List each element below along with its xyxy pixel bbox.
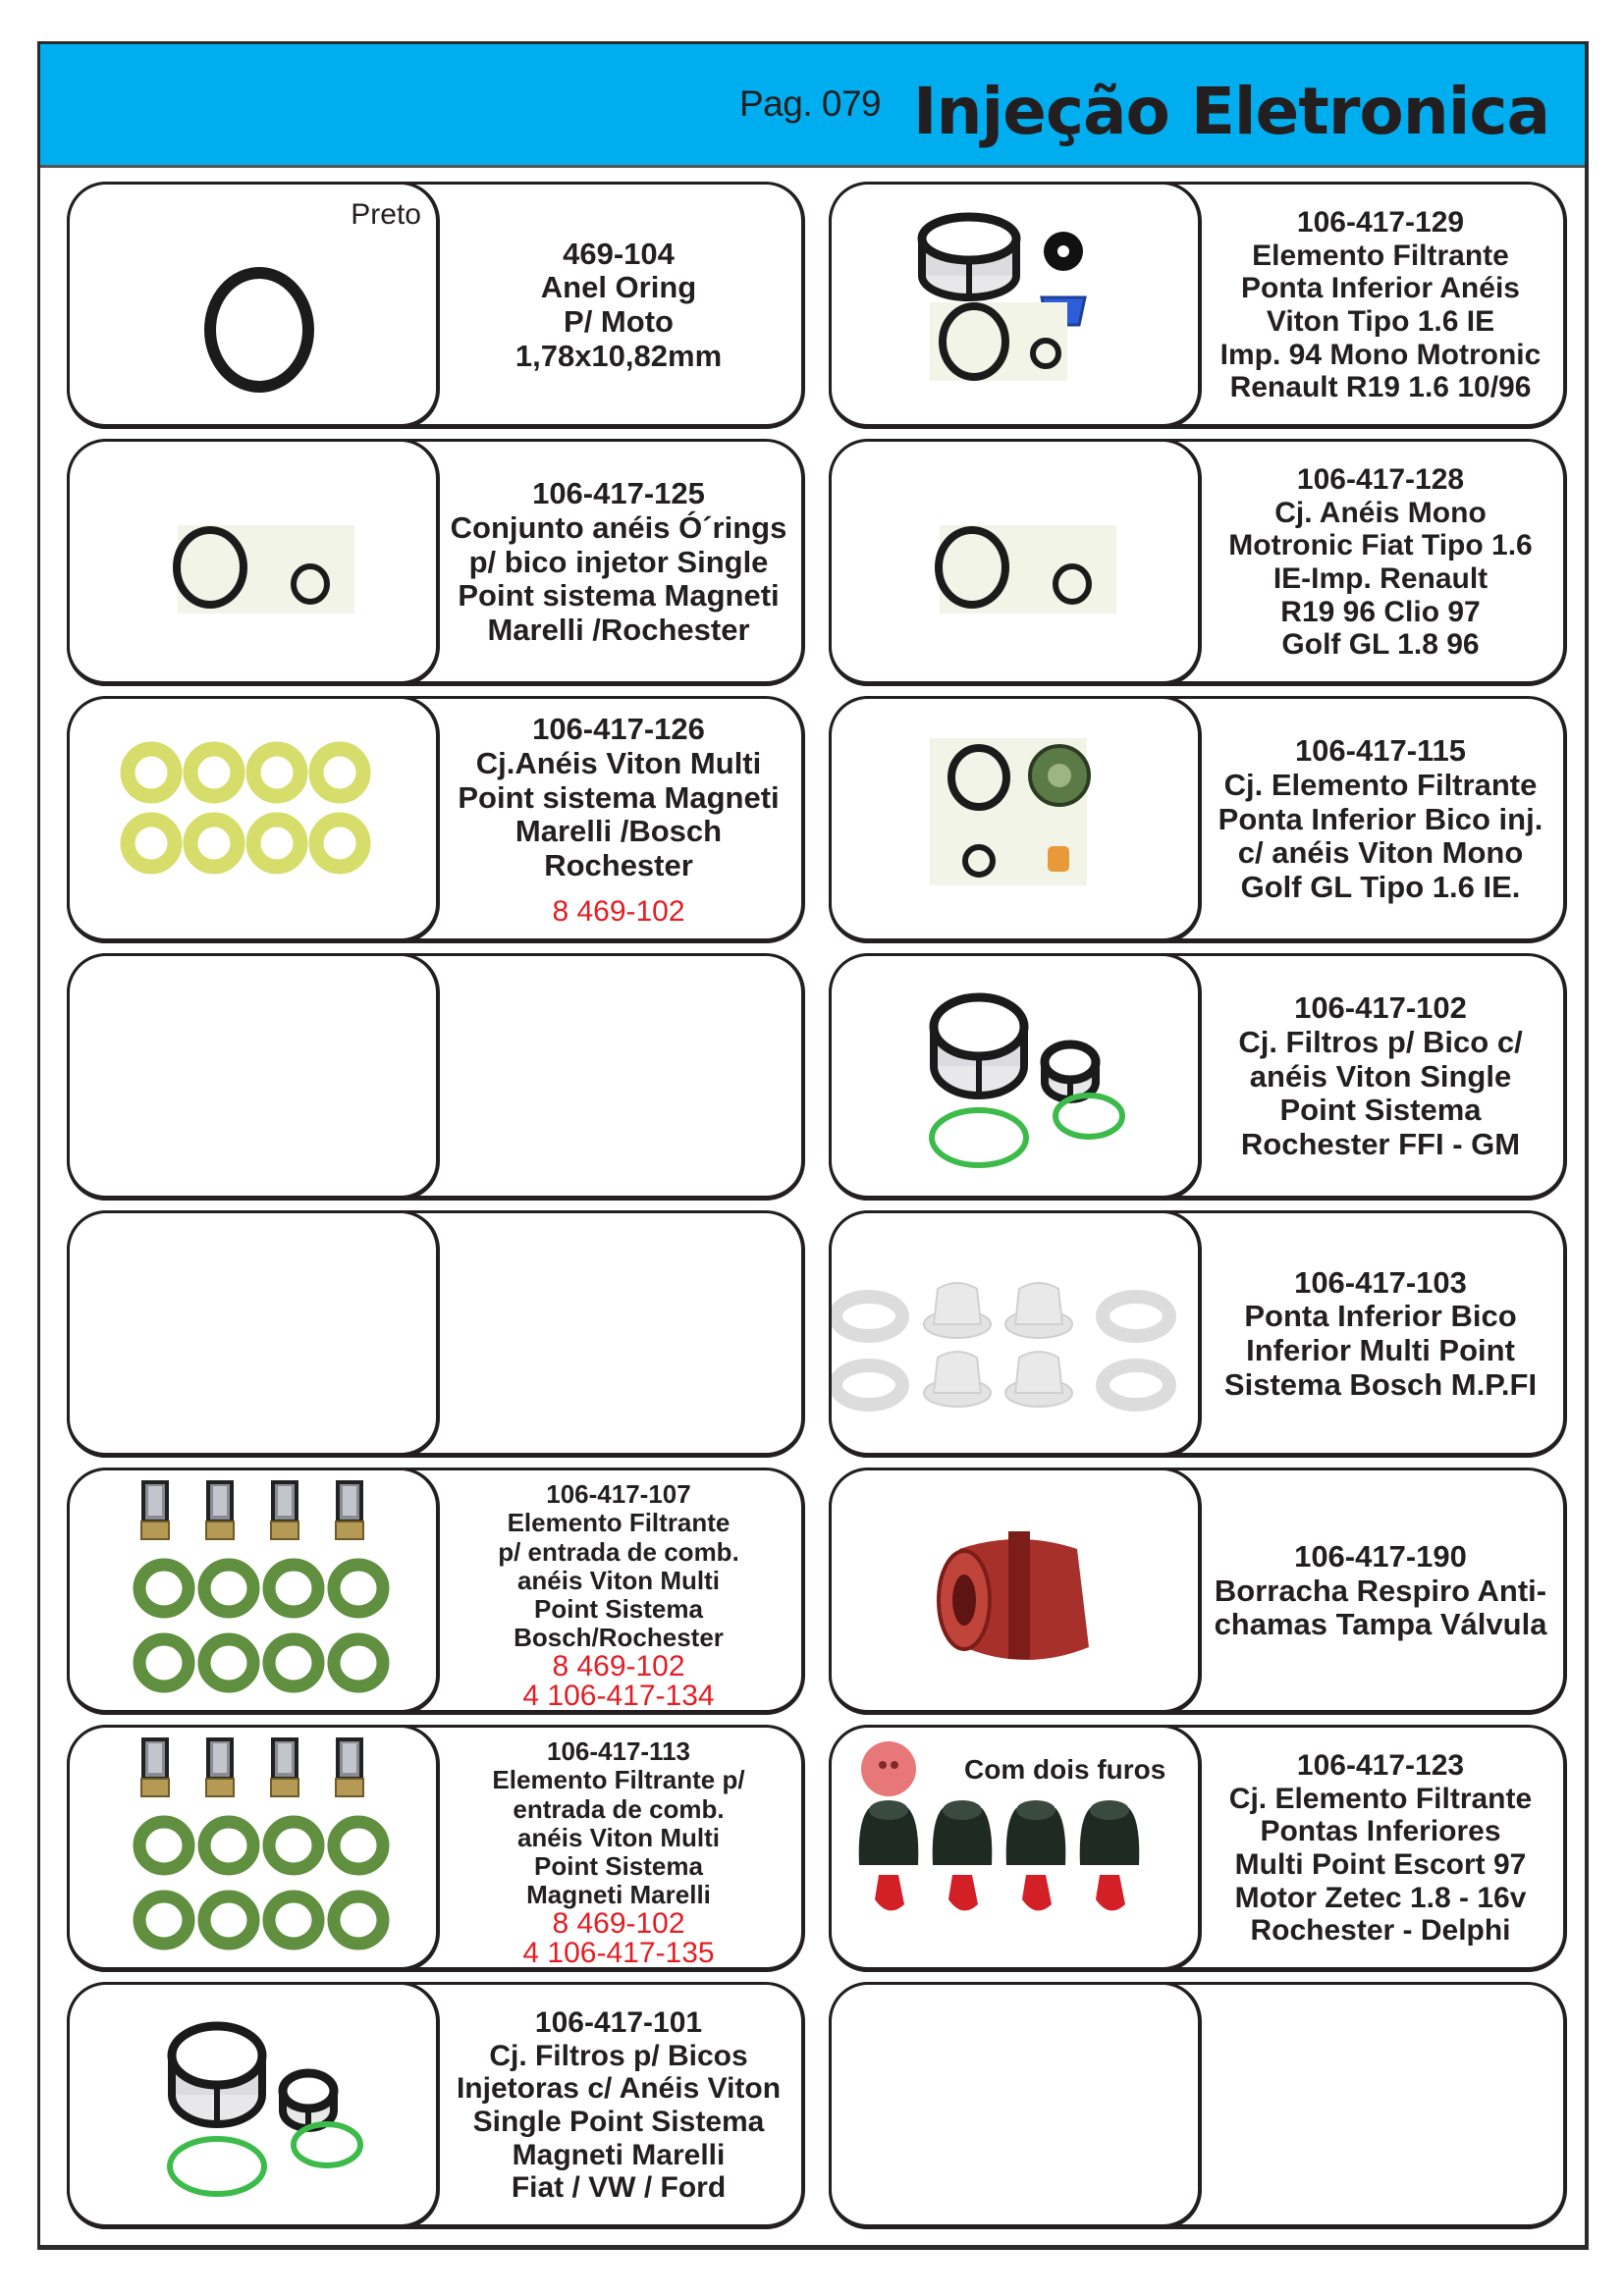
product-code: 106-417-103	[1294, 1264, 1467, 1300]
product-description-line: Motronic Fiat Tipo 1.6	[1228, 529, 1533, 562]
product-description-line: c/ anéis Viton Mono	[1237, 835, 1524, 871]
product-description	[438, 696, 799, 943]
product-card	[67, 1468, 805, 1715]
red-pintle-cap	[1022, 1875, 1052, 1910]
product-card	[829, 439, 1567, 686]
green-viton-ring	[204, 1822, 253, 1869]
product-code: 106-417-115	[1294, 733, 1467, 769]
product-description-line: Rochester FFI - GM	[1240, 1127, 1521, 1162]
related-part-reference: 8 469-102	[552, 1650, 685, 1682]
small-filter-basket	[1045, 1044, 1096, 1099]
product-description-line: Cj. Filtros p/ Bico c/	[1238, 1024, 1523, 1059]
product-description-line: Golf GL 1.8 96	[1281, 628, 1480, 662]
product-illustration	[832, 699, 1201, 940]
product-illustration	[832, 1470, 1201, 1712]
product-description-line: P/ Moto	[564, 304, 674, 339]
product-description	[438, 182, 799, 429]
product-illustration	[70, 1213, 439, 1455]
product-image	[829, 182, 1202, 429]
product-description-line: Anel Oring	[540, 270, 697, 305]
product-description-line: anéis Viton Multi	[516, 1565, 721, 1595]
large-green-o-ring	[170, 2139, 264, 2194]
product-image	[67, 696, 440, 943]
green-viton-ring	[139, 1639, 189, 1686]
color-note: Preto	[351, 198, 421, 231]
black-o-ring	[210, 273, 308, 387]
product-description-line: IE-Imp. Renault	[1272, 562, 1489, 595]
product-description-line: Ponta Inferior Bico inj.	[1218, 801, 1543, 836]
yellow-viton-ring	[253, 820, 300, 867]
product-code: 106-417-102	[1294, 990, 1467, 1026]
empty-product-card	[829, 1982, 1567, 2229]
product-image	[67, 182, 440, 429]
product-illustration	[70, 1470, 439, 1712]
product-description-line: Cj.Anéis Viton Multi	[475, 745, 762, 780]
product-description-line: Cj. Anéis Mono	[1274, 496, 1487, 529]
product-illustration	[832, 442, 1201, 683]
inlet-filter	[336, 1739, 363, 1796]
product-description	[438, 1210, 799, 1458]
product-description-line: Cj. Elemento Filtrante	[1228, 1782, 1533, 1815]
product-illustration	[832, 1985, 1201, 2226]
small-filter-basket	[283, 2073, 334, 2128]
product-description-line: Elemento Filtrante	[507, 1508, 731, 1538]
yellow-viton-ring	[253, 749, 300, 796]
product-description	[1200, 953, 1561, 1201]
red-pintle-cap	[875, 1875, 904, 1910]
product-description-line: Magneti Marelli	[512, 2138, 726, 2171]
product-image	[67, 1210, 440, 1458]
product-card	[829, 1210, 1567, 1458]
product-description-line: Borracha Respiro Anti-	[1214, 1573, 1547, 1608]
product-description-line: Sistema Bosch M.P.FI	[1223, 1366, 1538, 1402]
green-viton-ring	[269, 1565, 318, 1612]
product-image	[829, 1210, 1202, 1458]
product-image	[829, 439, 1202, 686]
related-part-reference: 4 106-417-135	[522, 1937, 715, 1969]
product-description-line: Elemento Filtrante	[1252, 239, 1509, 272]
yellow-viton-ring	[128, 749, 175, 796]
filter-basket	[922, 217, 1016, 297]
product-card	[67, 182, 805, 429]
large-green-o-ring	[932, 1110, 1026, 1165]
product-description	[438, 1468, 799, 1715]
product-card	[67, 439, 805, 686]
product-description-line: chamas Tampa Válvula	[1214, 1607, 1547, 1642]
orange-pintle-cap	[1048, 846, 1069, 872]
related-part-reference: 8 469-102	[552, 1907, 685, 1940]
small-green-o-ring	[294, 2124, 360, 2165]
product-image	[829, 1468, 1202, 1715]
product-description-line: Rochester	[544, 848, 693, 883]
green-viton-ring	[139, 1565, 189, 1612]
product-description-line: Imp. 94 Mono Motronic	[1219, 338, 1542, 371]
product-card	[829, 953, 1567, 1201]
product-description-line: Conjunto anéis Ó´rings	[450, 509, 787, 545]
product-description-line: Magneti Marelli	[526, 1879, 711, 1909]
green-viton-ring	[204, 1896, 253, 1944]
product-card	[829, 182, 1567, 429]
product-description-line: Point sistema Magneti	[458, 578, 780, 614]
large-filter-basket	[172, 2026, 262, 2124]
image-note: Com dois furos	[964, 1754, 1166, 1785]
product-card	[67, 1982, 805, 2229]
product-description-line: Multi Point Escort 97	[1234, 1848, 1527, 1881]
green-viton-ring	[139, 1896, 189, 1944]
large-filter-basket	[934, 997, 1024, 1095]
product-description-line: Bosch/Rochester	[514, 1622, 724, 1652]
yellow-viton-ring	[316, 749, 363, 796]
product-description	[1200, 182, 1561, 429]
product-card	[67, 696, 805, 943]
product-image	[829, 1725, 1202, 1972]
product-description	[1200, 1982, 1561, 2229]
page-header	[40, 44, 1585, 168]
product-description-line: Renault R19 1.6 10/96	[1229, 371, 1532, 404]
green-viton-ring	[269, 1639, 318, 1686]
product-description-line: Pontas Inferiores	[1260, 1815, 1501, 1848]
product-description	[1200, 1210, 1561, 1458]
product-illustration	[832, 956, 1201, 1198]
product-image	[829, 696, 1202, 943]
related-part-reference: 8 469-102	[552, 894, 685, 928]
product-code: 106-417-125	[532, 476, 705, 511]
product-description-line: p/ bico injetor Single	[468, 544, 769, 579]
inlet-filter	[336, 1482, 363, 1539]
product-code: 106-417-190	[1294, 1538, 1467, 1574]
product-image	[829, 953, 1202, 1201]
product-code: 106-417-126	[532, 712, 705, 747]
product-image	[829, 1982, 1202, 2229]
green-viton-ring	[204, 1639, 253, 1686]
product-description-line: Rochester - Delphi	[1250, 1914, 1511, 1948]
product-description-line: Marelli /Rochester	[487, 613, 750, 648]
product-code: 106-417-101	[534, 2006, 703, 2040]
product-image	[67, 1982, 440, 2229]
product-description-line: Cj. Filtros p/ Bicos	[489, 2039, 748, 2072]
page-number: Pag. 079	[739, 83, 882, 124]
product-description-line: Golf GL Tipo 1.6 IE.	[1240, 870, 1521, 905]
white-washer	[836, 1365, 902, 1405]
green-viton-ring	[139, 1822, 189, 1869]
yellow-viton-ring	[128, 820, 175, 867]
product-description-line: Point Sistema	[1279, 1093, 1482, 1128]
product-illustration	[832, 1728, 1201, 1969]
yellow-viton-ring	[190, 820, 238, 867]
product-illustration	[70, 1728, 439, 1969]
inlet-filter	[206, 1482, 234, 1539]
inlet-filter	[141, 1482, 169, 1539]
product-illustration	[70, 699, 439, 940]
product-code: 106-417-129	[1296, 206, 1465, 240]
product-card	[829, 1468, 1567, 1715]
related-part-reference: 4 106-417-134	[522, 1680, 715, 1712]
green-viton-ring	[204, 1565, 253, 1612]
product-description-line: Fiat / VW / Ford	[511, 2171, 727, 2205]
product-description-line: 1,78x10,82mm	[514, 338, 723, 373]
empty-product-card	[67, 953, 805, 1201]
product-description-line: entrada de comb.	[513, 1793, 725, 1824]
product-description-line: Marelli /Bosch	[514, 814, 723, 849]
product-illustration	[70, 185, 439, 426]
product-description	[438, 1982, 799, 2229]
product-card	[829, 1725, 1567, 1972]
product-description-line: Point sistema Magneti	[458, 779, 780, 815]
product-image	[67, 439, 440, 686]
empty-product-card	[67, 1210, 805, 1458]
product-code: 106-417-123	[1296, 1749, 1465, 1783]
white-washer	[836, 1297, 902, 1336]
small-green-o-ring	[1056, 1095, 1122, 1137]
inlet-filter	[206, 1739, 234, 1796]
product-description	[438, 439, 799, 686]
product-illustration	[70, 1985, 439, 2226]
product-description-line: p/ entrada de comb.	[498, 1536, 739, 1567]
green-viton-ring	[269, 1896, 318, 1944]
product-description-line: Cj. Elemento Filtrante	[1223, 767, 1538, 802]
product-description-line: anéis Viton Single	[1249, 1058, 1512, 1094]
product-description	[1200, 439, 1561, 686]
green-viton-ring	[269, 1822, 318, 1869]
product-card	[829, 696, 1567, 943]
product-code: 106-417-128	[1296, 463, 1465, 497]
product-description	[1200, 1468, 1561, 1715]
green-viton-ring	[334, 1822, 383, 1869]
product-illustration	[70, 956, 439, 1198]
product-description-line: Point Sistema	[534, 1850, 703, 1881]
catalog-page	[37, 41, 1589, 2250]
product-illustration	[70, 442, 439, 683]
green-viton-ring	[334, 1896, 383, 1944]
green-viton-ring	[334, 1639, 383, 1686]
red-pintle-cap	[948, 1875, 978, 1910]
product-description	[438, 1725, 799, 1972]
product-image	[67, 953, 440, 1201]
product-description-line: Single Point Sistema	[472, 2106, 765, 2138]
product-description-line: Motor Zetec 1.8 - 16v	[1234, 1881, 1527, 1914]
product-card	[67, 1725, 805, 1972]
inlet-filter	[141, 1739, 169, 1796]
product-description-line: R19 96 Clio 97	[1280, 595, 1481, 628]
yellow-viton-ring	[316, 820, 363, 867]
product-description	[438, 953, 799, 1201]
product-code: 106-417-107	[546, 1479, 691, 1510]
product-image	[67, 1725, 440, 1972]
product-description	[1200, 1725, 1561, 1972]
product-description-line: anéis Viton Multi	[516, 1822, 721, 1852]
product-description-line: Point Sistema	[534, 1593, 703, 1624]
product-illustration	[832, 185, 1201, 426]
yellow-viton-ring	[190, 749, 238, 796]
product-description-line: Inferior Multi Point	[1246, 1333, 1515, 1367]
product-description-line: Ponta Inferior Bico	[1244, 1299, 1517, 1334]
product-description-line: Injetoras c/ Anéis Viton	[456, 2072, 782, 2106]
product-description	[1200, 696, 1561, 943]
red-pintle-cap	[1096, 1875, 1125, 1910]
product-code: 469-104	[563, 236, 675, 271]
white-washer	[1103, 1297, 1169, 1336]
product-illustration	[832, 1213, 1201, 1455]
product-description-line: Viton Tipo 1.6 IE	[1266, 305, 1495, 338]
product-description-line: Elemento Filtrante p/	[492, 1765, 745, 1795]
product-description-line: Ponta Inferior Anéis	[1241, 272, 1520, 305]
inlet-filter	[271, 1739, 298, 1796]
product-image	[67, 1468, 440, 1715]
product-code: 106-417-113	[546, 1736, 691, 1767]
green-viton-ring	[334, 1565, 383, 1612]
white-washer	[1103, 1365, 1169, 1405]
inlet-filter	[271, 1482, 298, 1539]
red-cap-top-view	[861, 1741, 916, 1796]
red-breather-rubber	[939, 1531, 1089, 1660]
page-title: Injeção Eletronica	[912, 74, 1549, 149]
